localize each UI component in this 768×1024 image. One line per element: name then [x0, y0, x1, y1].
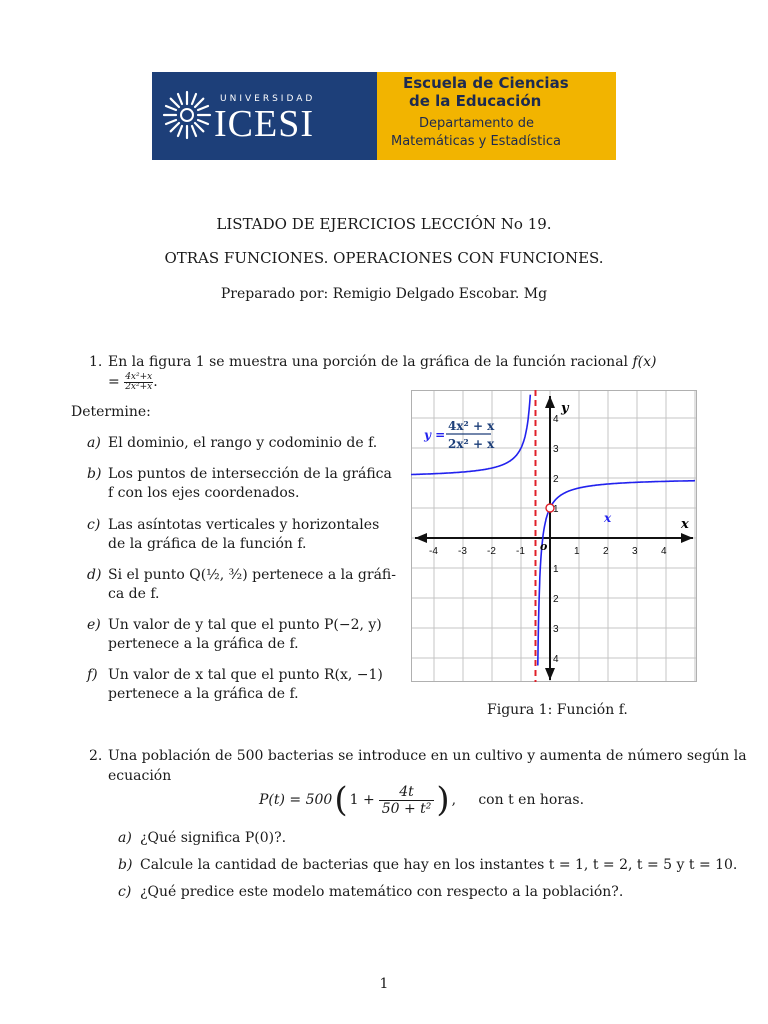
figure-caption: Figura 1: Función f.	[487, 702, 628, 718]
item-text: Calcule la cantidad de bacterias que hay en los instantes t = 1, t = 2, t = 5 y t = 10.	[140, 857, 738, 873]
equation-fraction-num: 4t	[379, 784, 435, 801]
x-tick-label: 2	[603, 546, 609, 557]
y-tick-label: 1	[553, 504, 559, 515]
x-tick-label: 3	[632, 546, 638, 557]
y-axis-arrow-up-icon	[545, 396, 555, 408]
item-label: e)	[87, 617, 101, 633]
icesi-logo	[152, 72, 377, 160]
header-banner	[152, 72, 616, 160]
problem-2-line-2: ecuación	[108, 768, 172, 784]
x-tick-label: 4	[661, 546, 667, 557]
y-tick-label: 1	[553, 564, 559, 575]
function-fraction	[124, 373, 153, 392]
item-label: f)	[87, 667, 98, 683]
item-line-2: pertenece a la gráfica de f.	[108, 636, 299, 652]
problem-1-intro-text: En la figura 1 se muestra una porción de la gráfica de la función racional	[108, 354, 629, 370]
problem-1-number: 1.	[89, 354, 103, 370]
school-line-2: de la Educación	[409, 92, 542, 110]
item-label: c)	[87, 517, 101, 533]
equation-numerator: 4x² + x	[448, 419, 495, 433]
x-tick-label: -4	[429, 546, 438, 557]
item-text: ¿Qué predice este modelo matemático con respecto a la población?.	[140, 884, 624, 900]
university-name: ICESI	[214, 103, 314, 145]
y-axis-label: y	[561, 401, 569, 416]
x-tick-label: -3	[458, 546, 467, 557]
equation-fraction-den: 50 + t²	[381, 800, 432, 817]
x-tick-label: -2	[487, 546, 496, 557]
problem-1-intro: En la figura 1 se muestra una porción de la gráfica de la función racional f(x) = $\frac{\text{4x²+x}}{\text{2x²+x}}$ .	[108, 354, 657, 392]
item-line-1: Los puntos de intersección de la gráfica	[108, 466, 392, 482]
y-tick-label: 4	[553, 414, 559, 425]
y-axis-arrow-down-icon	[545, 668, 555, 680]
dept-line-2: Matemáticas y Estadística	[391, 134, 561, 149]
school-box	[377, 72, 616, 160]
document-subtitle: OTRAS FUNCIONES. OPERACIONES CON FUNCIONES.	[164, 249, 604, 267]
x-axis-label: x	[681, 517, 689, 532]
item-line-2: pertenece a la gráfica de f.	[108, 686, 299, 702]
item-line-1: Las asíntotas verticales y horizontales	[108, 517, 380, 533]
x-axis-arrow-left-icon	[415, 533, 427, 543]
tick-labels	[429, 414, 667, 665]
equation-inner: 1 +	[349, 792, 375, 808]
school-line-1: Escuela de Ciencias	[403, 74, 569, 92]
item-label: c)	[118, 884, 132, 900]
equation-lhs: P(t) = 500	[259, 792, 333, 808]
item-line-2: f con los ejes coordenados.	[108, 485, 300, 501]
x-axis-arrow-right-icon	[681, 533, 693, 543]
item-line-2: de la gráfica de la función f.	[108, 536, 307, 552]
problem-2-line-1: Una población de 500 bacterias se introduce en un cultivo y aumenta de número según la	[108, 748, 747, 764]
y-tick-label: 3	[553, 444, 559, 455]
item-line-1: Un valor de x tal que el punto R(x, −1)	[108, 667, 383, 683]
determine-label: Determine:	[71, 404, 151, 420]
problem-2-number: 2.	[89, 748, 103, 764]
author-line: Preparado por: Remigio Delgado Escobar. Mg	[220, 286, 548, 302]
page-number: 1	[379, 976, 389, 992]
function-graph	[411, 390, 697, 682]
item-text: ¿Qué significa P(0)?.	[140, 830, 287, 846]
document-title: LISTADO DE EJERCICIOS LECCIÓN No 19.	[216, 215, 552, 233]
item-label: b)	[118, 857, 133, 873]
dept-line-1: Departamento de	[419, 116, 534, 131]
y-tick-label: 2	[553, 594, 559, 605]
left-paren: (	[334, 780, 348, 820]
item-label: b)	[87, 466, 102, 482]
item-line-2: ca de f.	[108, 586, 160, 602]
sun-logo-icon	[162, 90, 212, 140]
y-tick-label: 4	[553, 654, 559, 665]
equation-fraction	[379, 784, 435, 817]
equation-y: y =	[424, 428, 446, 442]
y-tick-label: 3	[553, 624, 559, 635]
population-equation	[259, 780, 584, 820]
x-tick-label: 1	[574, 546, 580, 557]
item-line-1: Si el punto Q(½, ³⁄₂) pertenece a la gráfi-	[108, 567, 396, 583]
fraction-denominator: 2x²+x	[125, 381, 153, 392]
y-tick-label: 2	[553, 474, 559, 485]
item-label: a)	[118, 830, 132, 846]
graph-annotation: x	[604, 511, 612, 525]
origin-label: o	[540, 540, 548, 553]
x-tick-label: -1	[516, 546, 525, 557]
right-paren: )	[436, 780, 450, 820]
equation-denominator: 2x² + x	[448, 437, 495, 451]
item-label: a)	[87, 435, 101, 451]
item-line-1: El dominio, el rango y codominio de f.	[108, 435, 378, 451]
item-label: d)	[87, 567, 102, 583]
equation-tail: , con t en horas.	[451, 792, 585, 808]
function-name: f(x) =	[108, 354, 657, 390]
university-small-label: UNIVERSIDAD	[220, 94, 316, 104]
item-line-1: Un valor de y tal que el punto P(−2, y)	[108, 617, 382, 633]
fraction-numerator: 4x²+x	[125, 371, 153, 382]
